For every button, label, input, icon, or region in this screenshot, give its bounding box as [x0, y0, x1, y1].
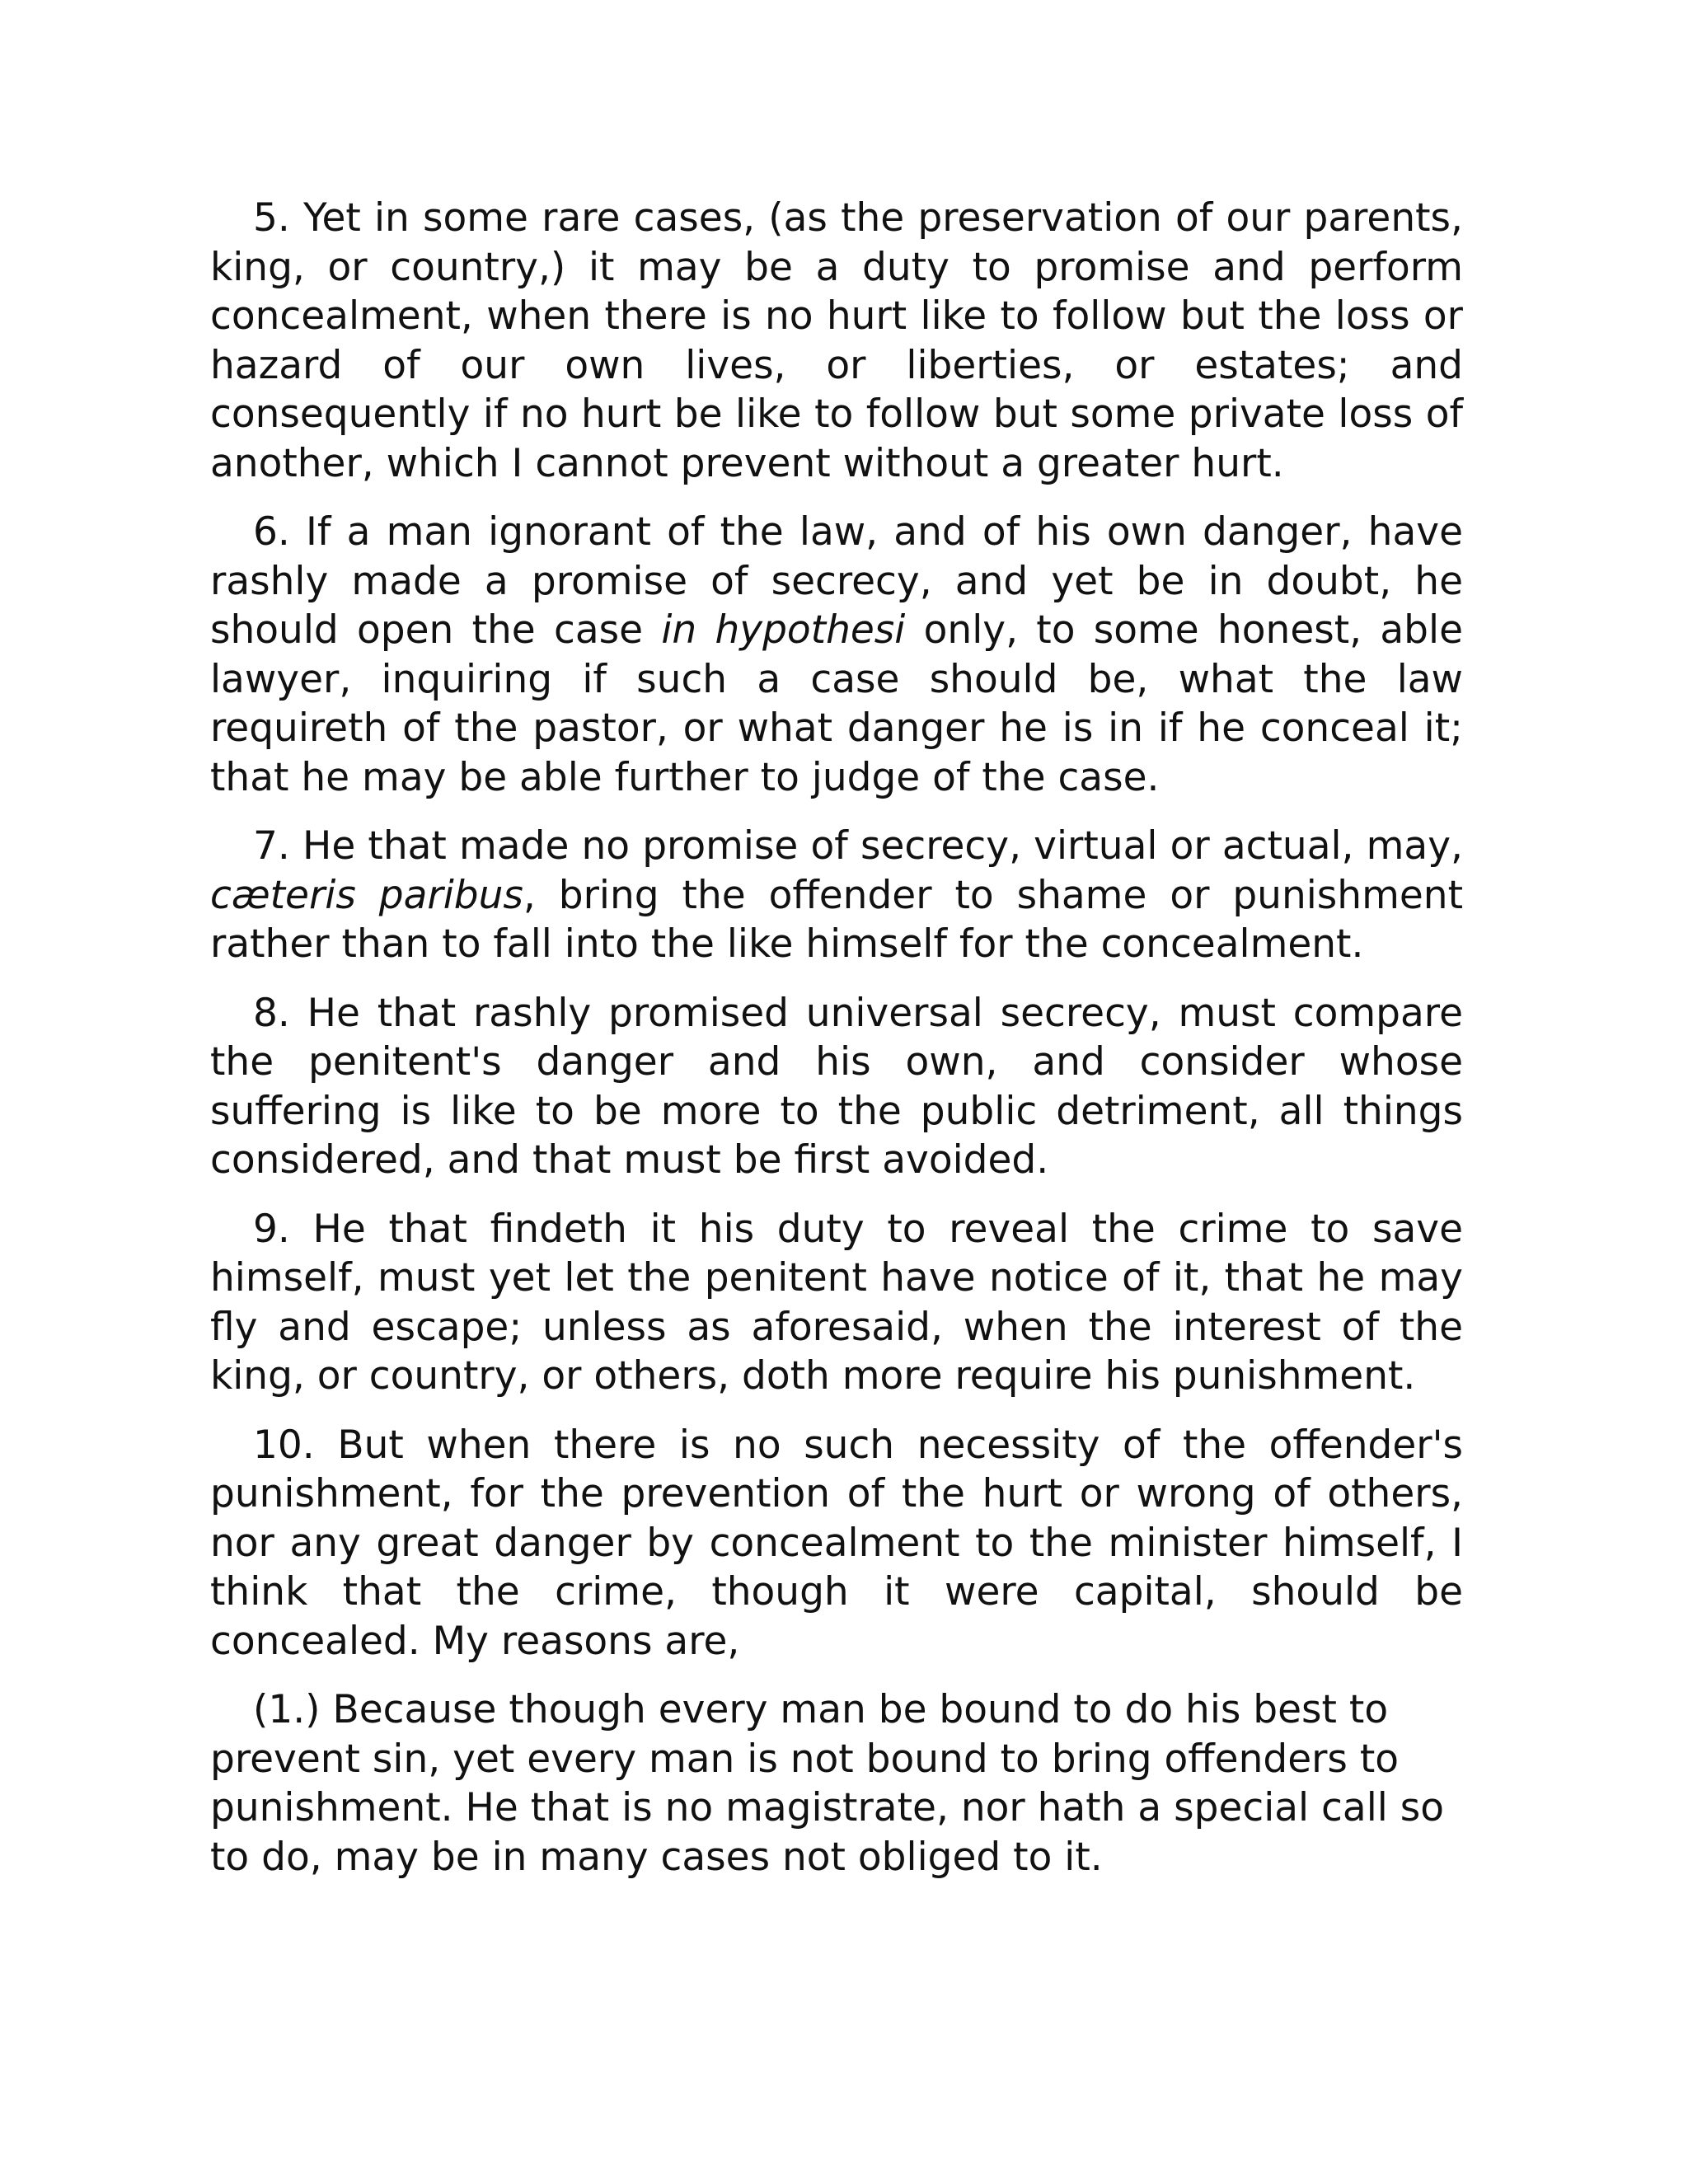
paragraph-7-text-start: 7. He that made no promise of secrecy, virtual or actual, may, [253, 823, 1463, 869]
paragraph-10-reason-1 [210, 1685, 1463, 1882]
paragraph-6 [210, 508, 1463, 802]
document-page [210, 194, 1463, 1901]
paragraph-8-text: 8. He that rashly promised universal secrecy, must compare the penitent's danger and his own, and consider whose suffering is like to be more to the public detriment, all things considered, and that must be first avoided. [210, 990, 1463, 1183]
paragraph-6-text-end: only, to some honest, able lawyer, inquiring if such a case should be, what the law requireth of the pastor, or what danger he is in if he conceal it; that he may be able further to judge of the case. [210, 607, 1463, 800]
paragraph-10-text: 10. But when there is no such necessity of the offender's punishment, for the prevention of the hurt or wrong of others, nor any great danger by concealment to the minister himself, I think that the crime, though it were capital, should be concealed. My reasons are, [210, 1422, 1463, 1664]
paragraph-7-text-end: , bring the offender to shame or punishment rather than to fall into the like himself for the concealment. [210, 872, 1463, 967]
paragraph-6-text-start: 6. If a man ignorant of the law, and of his own danger, have rashly made a promise of secrecy, and yet be in doubt, he should open the case [210, 509, 1463, 653]
paragraph-5 [210, 194, 1463, 488]
paragraph-9 [210, 1205, 1463, 1401]
paragraph-9-text: 9. He that findeth it his duty to reveal the crime to save himself, must yet let the penitent have notice of it, that he may fly and escape; unless as aforesaid, when the interest of the king, or country, or others, doth more require his punishment. [210, 1206, 1463, 1399]
paragraph-10 [210, 1421, 1463, 1666]
paragraph-7-italic-phrase: cæteris paribus [210, 872, 523, 918]
paragraph-7 [210, 822, 1463, 969]
paragraph-5-text: 5. Yet in some rare cases, (as the preservation of our parents, king, or country,) it may be a duty to promise and perform concealment, when there is no hurt like to follow but the loss or hazard of our own lives, or liberties, or estates; and consequently if no hurt be like to follow but some private loss of another, which I cannot prevent without a greater hurt. [210, 195, 1463, 486]
paragraph-10-reason-1-text: (1.) Because though every man be bound to do his best to prevent sin, yet every man is not bound to bring offenders to punishment. He that is no magistrate, nor hath a special call so to do, may be in many cases not obliged to it. [210, 1687, 1445, 1880]
paragraph-8 [210, 989, 1463, 1185]
paragraph-6-italic-phrase: in hypothesi [661, 607, 906, 653]
